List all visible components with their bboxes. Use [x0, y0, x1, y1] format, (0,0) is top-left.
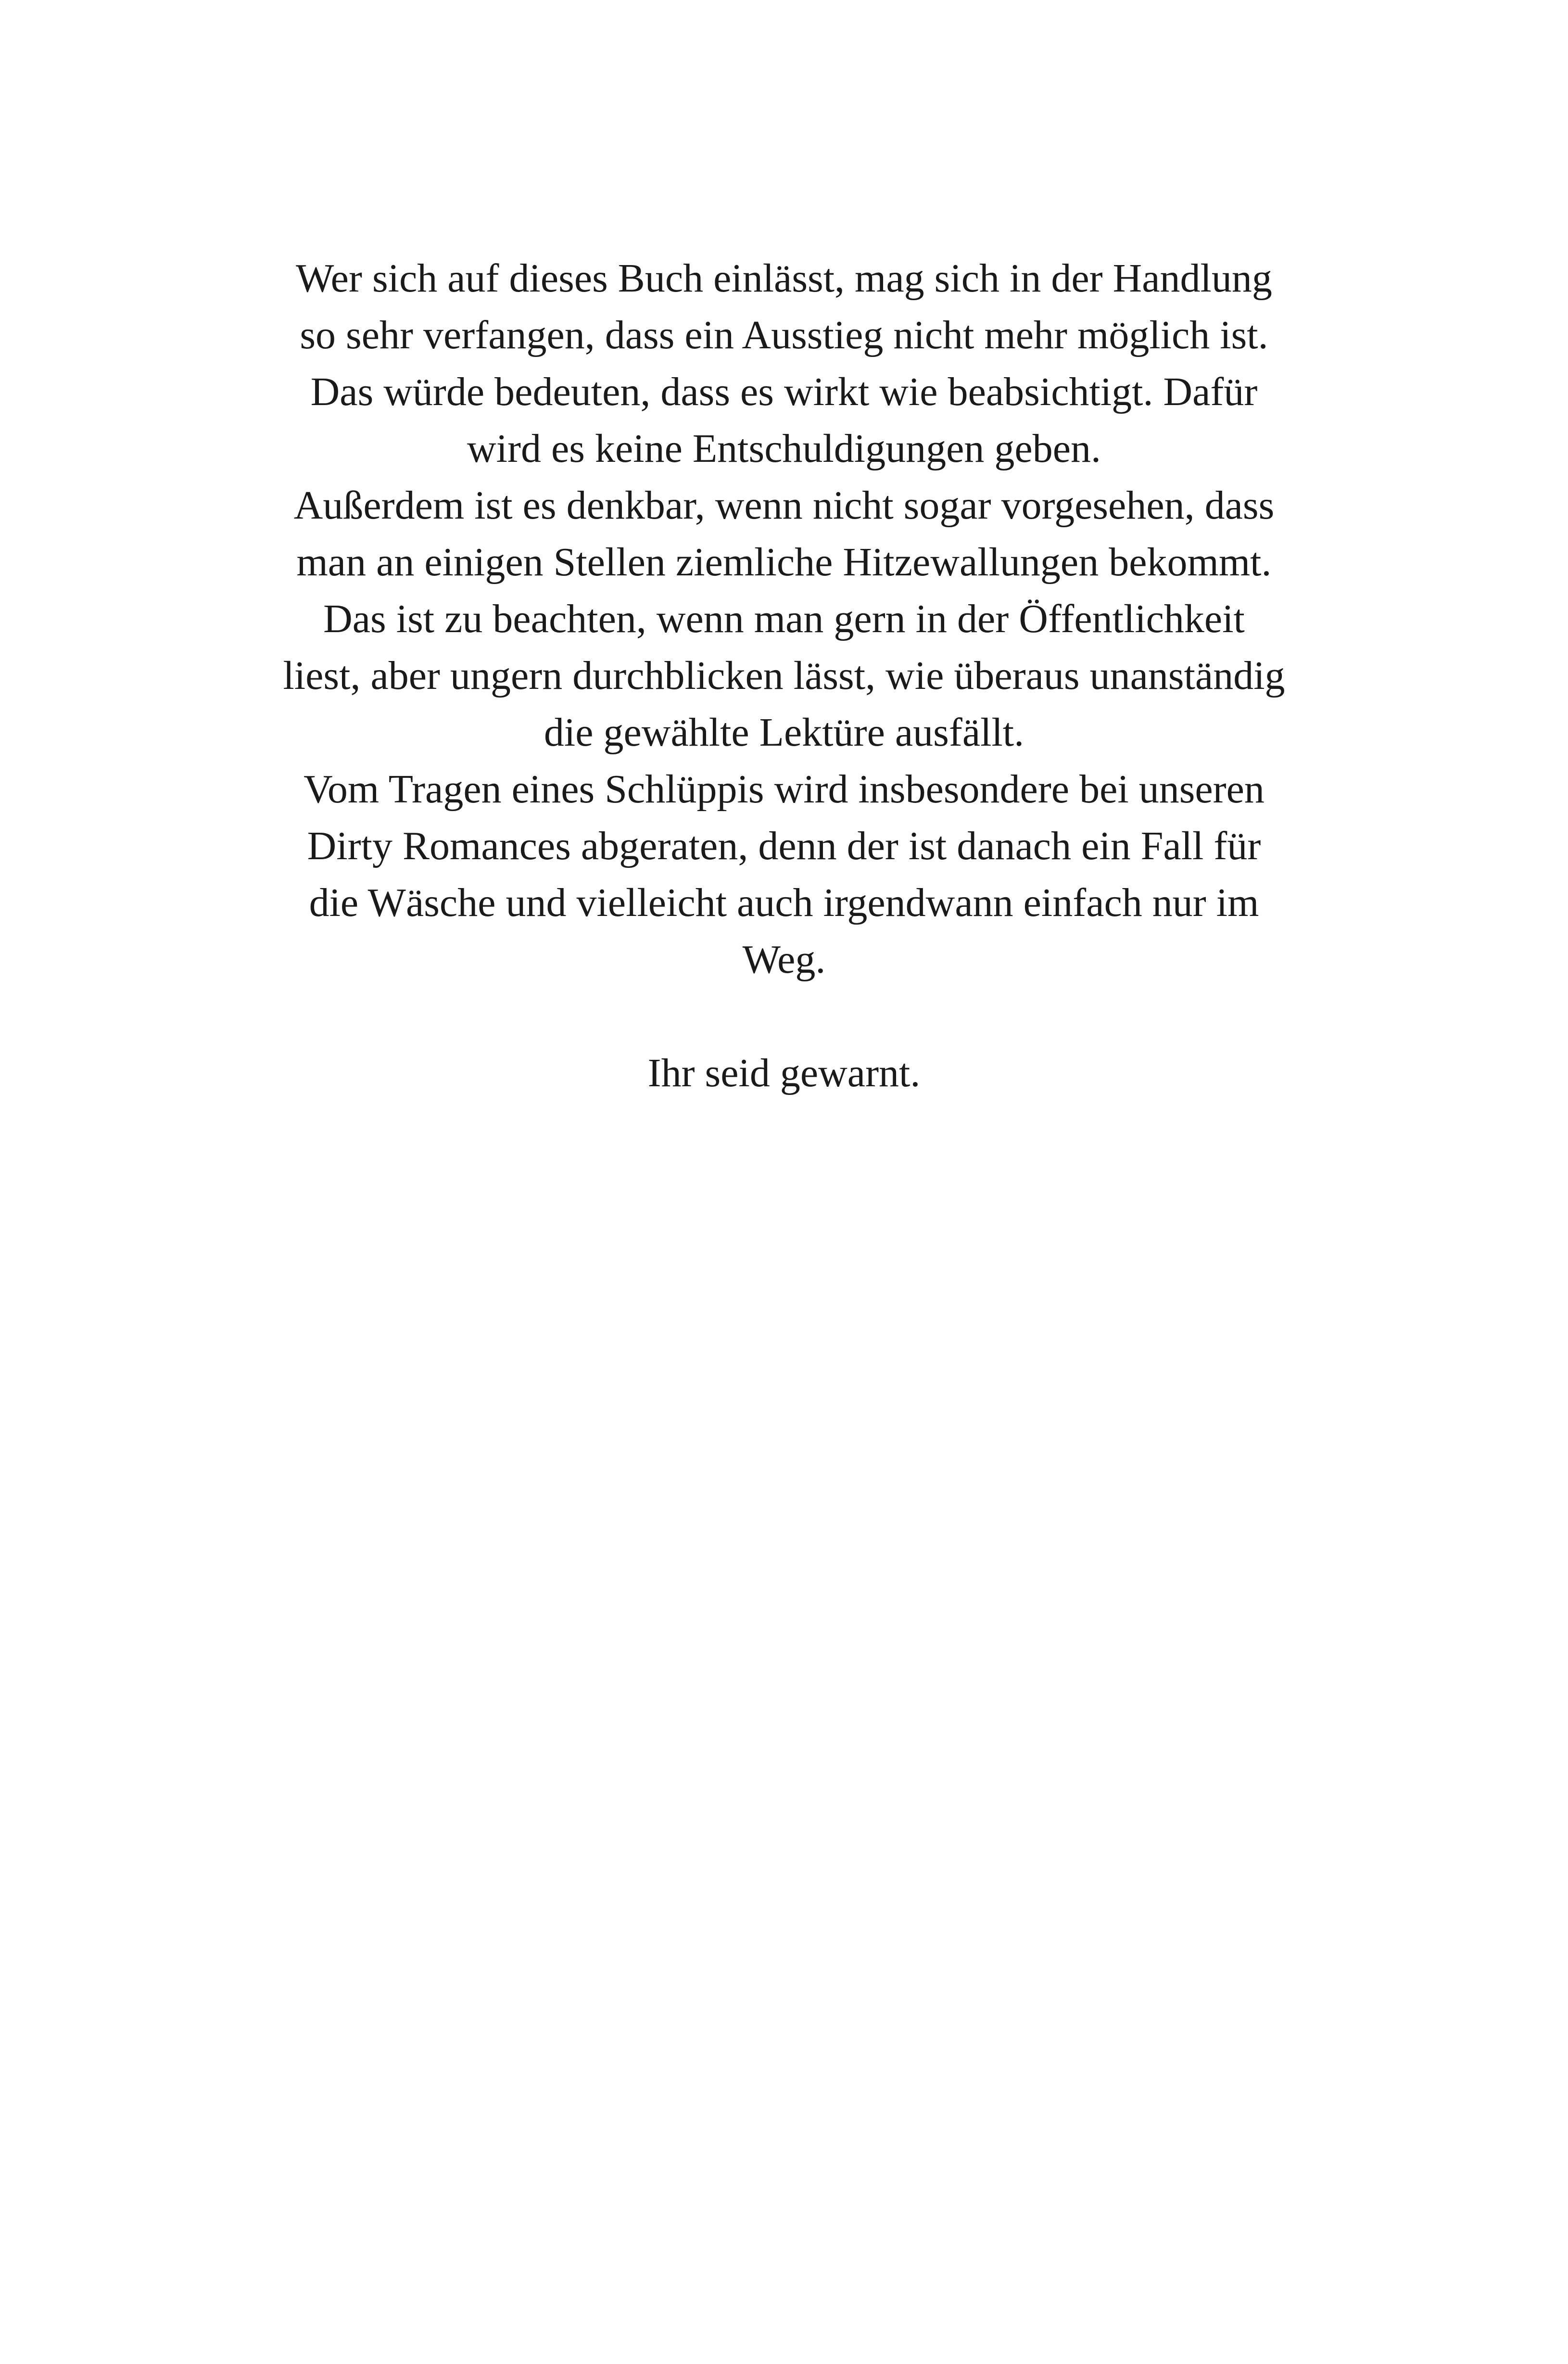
text-line: liest, aber ungern durchblicken lässt, wie überaus unanständig — [283, 653, 1285, 698]
text-line: Dirty Romances abgeraten, denn der ist danach ein Fall für — [307, 824, 1261, 868]
text-line: Das ist zu beachten, wenn man gern in der Öffentlichkeit — [323, 597, 1245, 641]
text-line: so sehr verfangen, dass ein Ausstieg nicht mehr möglich ist. — [300, 313, 1268, 357]
text-line: Vom Tragen eines Schlüppis wird insbesondere bei unseren — [303, 767, 1265, 812]
text-line: die Wäsche und vielleicht auch irgendwann einfach nur im — [309, 880, 1259, 925]
text-line: Weg. — [742, 937, 826, 982]
text-line: Das würde bedeuten, dass es wirkt wie beabsichtigt. Dafür — [310, 369, 1258, 414]
text-line: Außerdem ist es denkbar, wenn nicht sogar vorgesehen, dass — [293, 483, 1275, 528]
text-line: die gewählte Lektüre ausfällt. — [544, 710, 1024, 755]
text-line: man an einigen Stellen ziemliche Hitzewallungen bekommt. — [296, 540, 1272, 585]
warning-text — [216, 250, 1352, 1102]
closing-line: Ihr seid gewarnt. — [647, 1051, 921, 1095]
text-line: Wer sich auf dieses Buch einlässt, mag sich in der Handlung — [296, 256, 1272, 301]
paragraph-gap — [216, 988, 1352, 1045]
text-line: wird es keine Entschuldigungen geben. — [467, 426, 1101, 471]
